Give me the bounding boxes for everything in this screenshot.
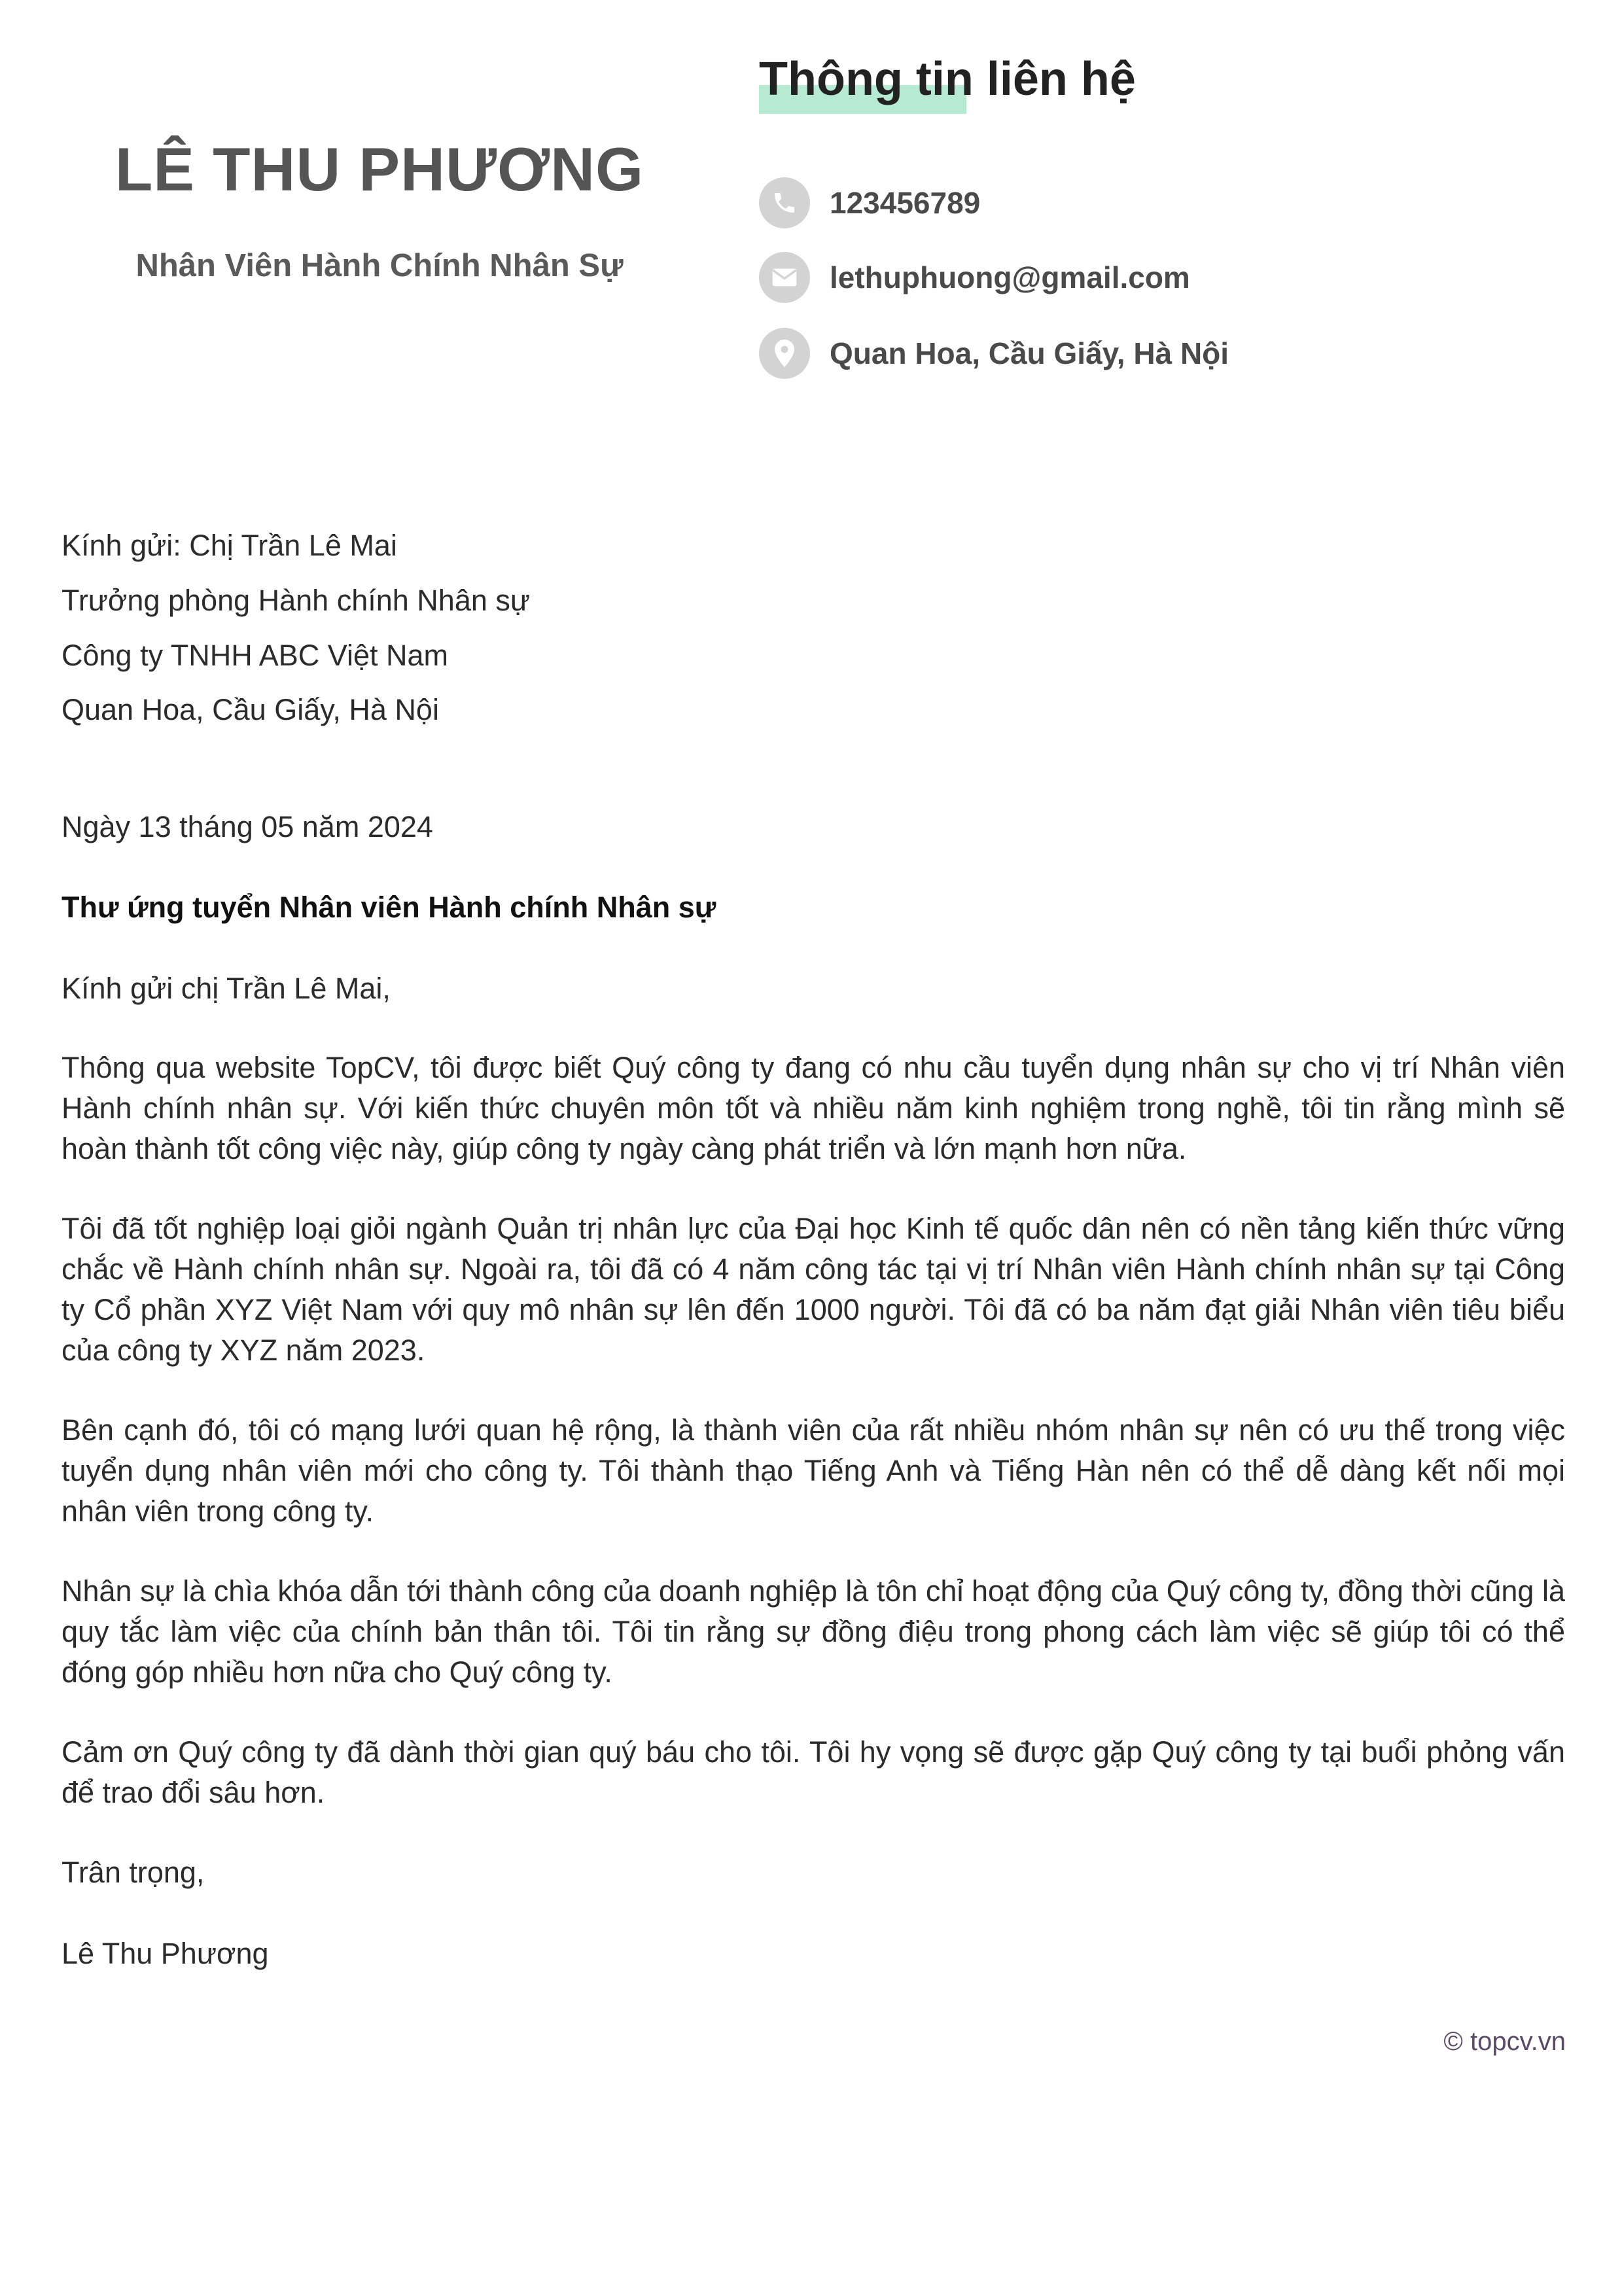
letter-date: Ngày 13 tháng 05 năm 2024 [62,810,433,843]
letter-closing: Trân trọng, [62,1856,205,1889]
phone-number[interactable]: 123456789 [830,186,981,220]
recipient-line-4: Quan Hoa, Cầu Giấy, Hà Nội [62,693,439,726]
contact-phone-row [759,177,980,228]
contact-email-row [759,252,1190,303]
address: Quan Hoa, Cầu Giấy, Hà Nội [830,336,1229,370]
recipient-line-3: Công ty TNHH ABC Việt Nam [62,639,449,672]
letter-paragraph-1: Thông qua website TopCV, tôi được biết Quý công ty đang có nhu cầu tuyển dụng nhân sự cho vị trí Nhân viên Hành chính nhân sự. Với kiến thức chuyên môn tốt và nhiều năm kinh nghiệm trong nghề, tôi tin rằng mình sẽ hoàn thành tốt công việc này, giúp công ty ngày càng phát triển và lớn mạnh hơn nữa. [62,1051,1565,1165]
letter-paragraph-3: Bên cạnh đó, tôi có mạng lưới quan hệ rộng, là thành viên của rất nhiều nhóm nhân sự nên có ưu thế trong việc tuyển dụng nhân viên mới cho công ty. Tôi thành thạo Tiếng Anh và Tiếng Hàn nên có thể dễ dàng kết nối mọi nhân viên trong công ty. [62,1413,1565,1528]
candidate-role: Nhân Viên Hành Chính Nhân Sự [135,248,624,283]
phone-icon [759,177,810,228]
letter-paragraph-5: Cảm ơn Quý công ty đã dành thời gian quý báu cho tôi. Tôi hy vọng sẽ được gặp Quý công ty tại buổi phỏng vấn để trao đổi sâu hơn. [62,1735,1565,1809]
contact-title-text: Thông tin liên hệ [759,53,1136,105]
letter-paragraph-2: Tôi đã tốt nghiệp loại giỏi ngành Quản trị nhân lực của Đại học Kinh tế quốc dân nên có nền tảng kiến thức vững chắc về Hành chính nhân sự. Ngoài ra, tôi đã có 4 năm công tác tại vị trí Nhân viên Hành chính nhân sự tại Công ty Cổ phần XYZ Việt Nam với quy mô nhân sự lên đến 1000 người. Tôi đã có ba năm đạt giải Nhân viên tiêu biểu của công ty XYZ năm 2023. [62,1212,1565,1367]
recipient-line-1: Kính gửi: Chị Trần Lê Mai [62,529,397,562]
letter-signature: Lê Thu Phương [62,1937,269,1970]
contact-section-title [759,52,1136,106]
candidate-name: LÊ THU PHƯƠNG [115,135,644,203]
contact-address-row [759,328,1229,379]
letter-greeting: Kính gửi chị Trần Lê Mai, [62,972,391,1005]
copyright-link[interactable]: © topcv.vn [1443,2027,1566,2056]
location-icon [759,328,810,379]
letter-subject: Thư ứng tuyển Nhân viên Hành chính Nhân sự [62,891,716,924]
email-icon [759,252,810,303]
letter-paragraph-4: Nhân sự là chìa khóa dẫn tới thành công của doanh nghiệp là tôn chỉ hoạt động của Quý công ty, đồng thời cũng là quy tắc làm việc của chính bản thân tôi. Tôi tin rằng sự đồng điệu trong phong cách làm việc sẽ giúp tôi có thể đóng góp nhiều hơn nữa cho Quý công ty. [62,1574,1565,1689]
recipient-line-2: Trưởng phòng Hành chính Nhân sự [62,584,531,617]
email-address[interactable]: lethuphuong@gmail.com [830,260,1190,294]
